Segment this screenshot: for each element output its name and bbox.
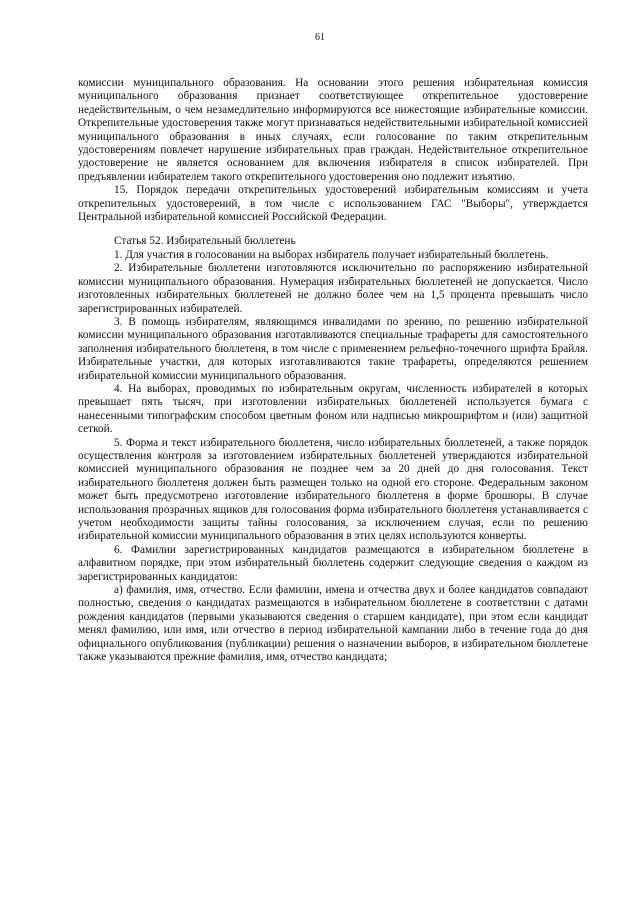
article-52-heading: Статья 52. Избирательный бюллетень: [114, 235, 296, 248]
paragraph-continuation: комиссии муниципального образования. На основании этого решения избирательная комиссия муниципального образования признает соответствующее открепительное удостоверение недействительным, о чем незамедлительно информируются все нижестоящие избирательные комиссии. Открепительные удостоверения также могут признаваться недействительными избирательной комиссией муниципального образования в иных случаях, если голосование по таким открепительным удостоверениям повлечет нарушение избирательных прав граждан. Недействительное открепительное удостоверение не является основанием для включения избирателя в список избирателей. При предъявлении избирателем такого открепительного удостоверения оно подлежит изъятию.: [78, 77, 588, 183]
paragraph-item-15: 15. Порядок передачи открепительных удостоверений избирательным комиссиям и учета открепительных удостоверений, в том числе с использованием ГАС "Выборы", утверждается Центральной избирательной комиссией Российской Федерации.: [78, 184, 588, 224]
paragraph-item-6: 6. Фамилии зарегистрированных кандидатов размещаются в избирательном бюллетене в алфавитном порядке, при этом избирательный бюллетень содержит следующие сведения о каждом из зарегистрированных кандидатов:: [78, 543, 588, 583]
paragraph-subitem-a: а) фамилия, имя, отчество. Если фамилии, имена и отчества двух и более кандидатов совпадают полностью, сведения о кандидатах размещаются в избирательном бюллетене в соответствии с датами рождения кандидатов (первыми указываются сведения о старшем кандидате), при этом если кандидат менял фамилию, или имя, или отчество в период избирательной кампании либо в течение года до дня официального опубликования (публикации) решения о назначении выборов, в избирательном бюллетене также указываются прежние фамилия, имя, отчество кандидата;: [78, 584, 588, 664]
paragraph-item-5: 5. Форма и текст избирательного бюллетеня, число избирательных бюллетеней, а также порядок осуществления контроля за изготовлением избирательных бюллетеней утверждаются избирательной комиссией муниципального образования не позднее чем за 20 дней до дня голосования. Текст избирательного бюллетеня должен быть размещен только на одной его стороне. Федеральным законом может быть предусмотрено изготовление избирательного бюллетеня в форме брошюры. В случае использования прозрачных ящиков для голосования форма избирательного бюллетеня устанавливается с учетом необходимости защиты тайны голосования, за исключением случая, если по решению избирательной комиссии муниципального образования в этих целях используются конверты.: [78, 436, 588, 543]
paragraph-item-1: 1. Для участия в голосовании на выборах избиратель получает избирательный бюллетень.: [114, 248, 549, 261]
paragraph-item-4: 4. На выборах, проводимых по избирательным округам, численность избирателей в которых превышает пять тысяч, при изготовлении избирательных бюллетеней используется бумага с нанесенными типографским способом цветным фоном или надписью микрошрифтом и (или) защитной сеткой.: [78, 382, 588, 436]
paragraph-item-2: 2. Избирательные бюллетени изготовляются исключительно по распоряжению избирательной комиссии муниципального образования. Нумерация избирательных бюллетеней не допускается. Число изготовленных избирательных бюллетеней не должно более чем на 1,5 процента превышать число зарегистрированных избирателей.: [78, 262, 588, 315]
page-number: 61: [315, 32, 325, 43]
paragraph-item-3: 3. В помощь избирателям, являющимся инвалидами по зрению, по решению избирательной комиссии муниципального образования изготавливаются специальные трафареты для самостоятельного заполнения избирательного бюллетеня, в том числе с применением рельефно-точечного шрифта Брайля. Избирательные участки, для которых изготавливаются такие трафареты, определяются решением избирательной комиссии муниципального образования.: [78, 315, 588, 382]
page-content: [78, 77, 588, 664]
